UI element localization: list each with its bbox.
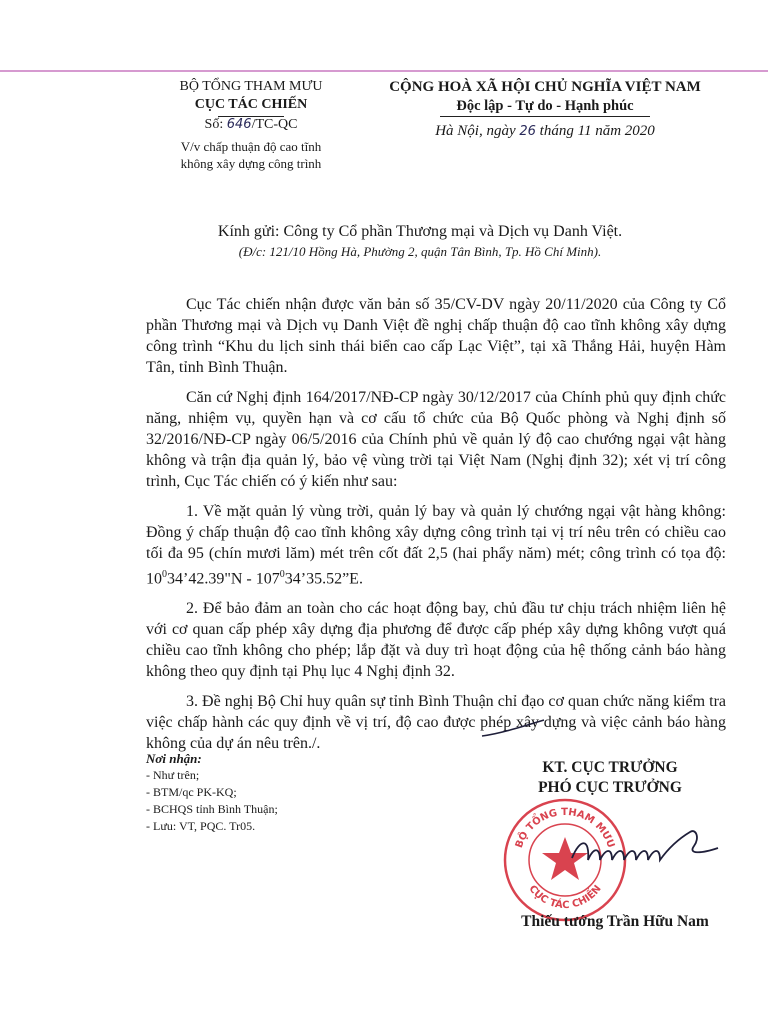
paragraph-2: Căn cứ Nghị định 164/2017/NĐ-CP ngày 30/12/2017 của Chính phủ quy định chức năng, nhiệm vụ, quyền hạn và cơ cấu tổ chức của Bộ Quốc phòng và Nghị định số 32/2016/NĐ-CP ngày 06/5/2016 của Chính phủ về quản lý độ cao chướng ngại vật hàng không và trận địa quản lý, bảo vệ vùng trời tại Việt Nam (Nghị định 32); xét vị trí công trình, Cục Tác chiến có ý kiến như sau: <box>146 389 726 490</box>
handwritten-signature-icon <box>570 818 720 878</box>
national-motto: Độc lập - Tự do - Hạnh phúc <box>456 98 634 114</box>
agency-underline <box>218 116 284 117</box>
country-name: CỘNG HOÀ XÃ HỘI CHỦ NGHĨA VIỆT NAM <box>389 79 701 95</box>
national-header <box>360 78 730 141</box>
motto-underline <box>440 116 650 117</box>
agency-name: CỤC TÁC CHIẾN <box>194 97 308 112</box>
handwritten-day: 26 <box>519 124 536 139</box>
distribution-item: - Lưu: VT, PQC. Tr05. <box>146 819 256 833</box>
signature-title <box>490 758 730 798</box>
recipient-block <box>140 222 700 262</box>
seal-text-bottom: CỤC TÁC CHIẾN <box>526 883 604 912</box>
page-top-line <box>0 70 768 72</box>
signature-line-1: KT. CỤC TRƯỞNG <box>542 759 678 776</box>
distribution-title: Nơi nhận: <box>146 751 202 766</box>
distribution-list <box>146 750 386 835</box>
paragraph-4: 2. Để bảo đảm an toàn cho các hoạt động bay, chủ đầu tư chịu trách nhiệm liên hệ với cơ quan cấp phép xây dựng địa phương để được cấp phép xây dựng không vượt quá chiều cao tĩnh không cho phép; lắp đặt và duy trì hoạt động của hệ thống cảnh báo hàng không theo quy định tại Phụ lục 4 Nghị định 32. <box>146 600 726 681</box>
paragraph-3: 1. Về mặt quản lý vùng trời, quản lý bay và quản lý chướng ngại vật hàng không: Đồng ý chấp thuận độ cao tĩnh không xây dựng công trình tại vị trí nêu trên có chiều cao tối đa 95 (chín mươi lăm) mét trên cốt đất 2,5 (hai phẩy năm) mét; công trình có tọa độ: $10^034’42.39"N$ - $107^034’35.52”E$. <box>146 503 726 588</box>
recipient-line: Kính gửi: Công ty Cổ phần Thương mại và Dịch vụ Danh Việt. <box>217 223 623 240</box>
distribution-item: - Như trên; <box>146 768 200 782</box>
paragraph-1: Cục Tác chiến nhận được văn bản số 35/CV-DV ngày 20/11/2020 của Công ty Cổ phần Thương mại và Dịch vụ Danh Việt đề nghị chấp thuận độ cao tĩnh không xây dựng công trình “Khu du lịch sinh thái biển cao cấp Lạc Việt”, tại xã Thắng Hải, huyện Hàm Tân, tỉnh Bình Thuận. <box>146 296 726 376</box>
document-number: Số: 646/TC-QC <box>204 117 298 132</box>
distribution-item: - BTM/qc PK-KQ; <box>146 785 237 799</box>
paragraph-5: 3. Đề nghị Bộ Chỉ huy quân sự tỉnh Bình Thuận chỉ đạo cơ quan chức năng kiểm tra việc chấp hành các quy định về vị trí, độ cao được phép xây dựng và việc cảnh báo hàng không của dự án nêu trên./. <box>146 693 726 753</box>
document-date: Hà Nội, ngày 26 tháng 11 năm 2020 <box>435 123 655 139</box>
document-subject: V/v chấp thuận độ cao tĩnh không xây dựng công trình <box>180 139 322 171</box>
letter-body <box>146 294 726 763</box>
closing-mark-icon <box>478 716 548 740</box>
handwritten-number: 646 <box>226 117 252 132</box>
recipient-address: (Đ/c: 121/10 Hồng Hà, Phường 2, quận Tân Bình, Tp. Hồ Chí Minh). <box>238 244 602 259</box>
signature-line-2: PHÓ CỤC TRƯỞNG <box>538 779 682 796</box>
distribution-item: - BCHQS tỉnh Bình Thuận; <box>146 802 278 816</box>
sender-header <box>140 78 362 172</box>
seal-text-top: BỘ TỔNG THAM MƯU <box>513 806 617 850</box>
ministry-name: BỘ TỔNG THAM MƯU <box>179 79 323 94</box>
signer-name: Thiếu tướng Trần Hữu Nam <box>521 913 709 930</box>
